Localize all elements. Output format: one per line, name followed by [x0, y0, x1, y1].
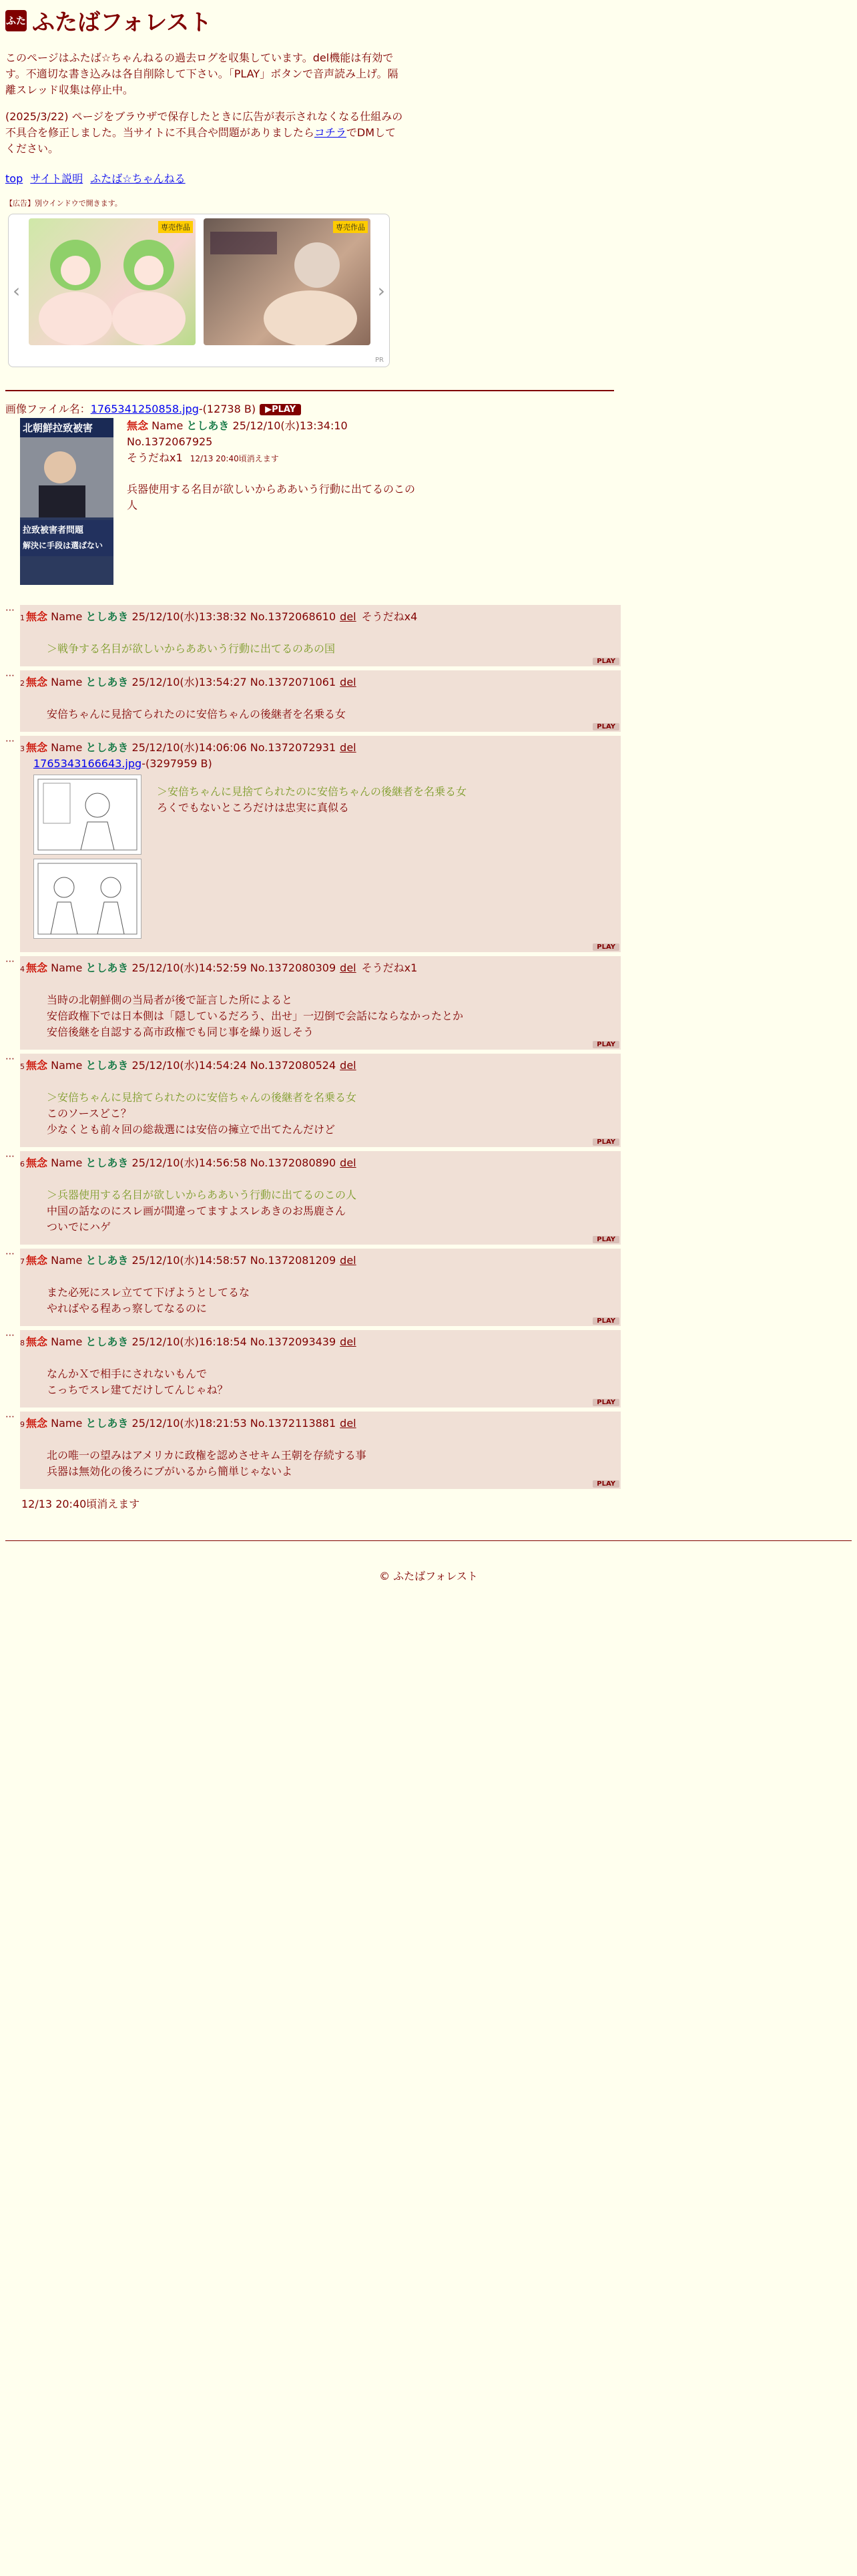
reply-menu-icon[interactable]: ⋯ — [5, 956, 15, 967]
ad-card-2-tag: 専売作品 — [333, 221, 368, 233]
logo-text: ふた — [5, 15, 26, 27]
reply-play-button[interactable]: PLAY — [593, 658, 619, 665]
reply-post — [20, 956, 621, 1050]
reply-post — [20, 1054, 621, 1147]
reply-post — [20, 736, 621, 952]
reply-image[interactable] — [33, 775, 144, 943]
reply-file-link[interactable]: 1765343166643.jpg — [33, 757, 142, 770]
op-body — [127, 418, 420, 513]
op-thumb-sub2: 解決に手段は選ばない — [20, 538, 113, 556]
reply-datetime: 25/12/10(水)14:52:59 No.1372080309 — [131, 961, 336, 974]
reply-post — [20, 1330, 621, 1408]
message-line: 中国の話なのにスレ画が間違ってますよスレあきのお馬鹿さん — [47, 1205, 346, 1217]
quote-line: ＞安倍ちゃんに見捨てられたのに安倍ちゃんの後継者を名乗る女 — [47, 1091, 357, 1104]
reply-number: 1 — [20, 614, 25, 622]
reply-play-button[interactable]: PLAY — [593, 723, 619, 730]
site-logo[interactable] — [5, 10, 27, 31]
reply-file-size: -(3297959 B) — [141, 757, 212, 770]
ad-pr-label: PR — [375, 357, 384, 364]
reply-name: としあき — [85, 1417, 129, 1430]
op-play-button[interactable]: ▶PLAY — [260, 404, 301, 415]
message-line: このソースどこ？ — [47, 1107, 131, 1120]
reply-header — [20, 1253, 621, 1270]
footer: © ふたばフォレスト — [379, 1570, 478, 1582]
reply-post — [20, 670, 621, 732]
reply-body — [144, 775, 467, 943]
quote-line: ＞兵器使用する名目が欲しいからああいう行動に出てるのこの人 — [47, 1189, 357, 1201]
reply-name: としあき — [85, 1335, 129, 1348]
ad-carousel — [8, 214, 390, 367]
reply-post — [20, 1412, 621, 1489]
reply-body — [20, 626, 621, 657]
reply-row — [5, 1249, 852, 1326]
reply-datetime: 25/12/10(水)14:58:57 No.1372081209 — [131, 1254, 336, 1267]
reply-body — [20, 1075, 621, 1138]
op-post — [5, 401, 852, 601]
reply-name-label: Name — [51, 1156, 83, 1169]
del-link[interactable]: del — [340, 961, 356, 974]
message-line: やればやる程あっ察してなるのに — [47, 1302, 207, 1315]
reply-header — [20, 609, 621, 626]
thread-expire: 12/13 20:40頃消えます — [21, 1498, 140, 1510]
reply-row — [5, 670, 852, 732]
message-line: ついでにハゲ — [47, 1221, 111, 1233]
op-thumb-person-icon — [20, 437, 113, 517]
reply-post — [20, 605, 621, 666]
sodane-button[interactable]: そうだねx1 — [361, 961, 418, 974]
op-name: としあき — [186, 419, 230, 432]
op-file-link[interactable]: 1765341250858.jpg — [90, 403, 199, 415]
intro-paragraph-2-text: (2025/3/22) ページをブラウザで保存したときに広告が表示されなくなる仕組みの不具合を修正しました。当サイトに不具合や問題がありましたら — [5, 110, 403, 139]
reply-datetime: 25/12/10(水)13:38:32 No.1372068610 — [131, 610, 336, 623]
reply-header — [20, 1058, 621, 1075]
del-link[interactable]: del — [340, 1335, 356, 1348]
reply-name: としあき — [85, 1156, 129, 1169]
reply-datetime: 25/12/10(水)18:21:53 No.1372113881 — [131, 1417, 336, 1430]
reply-subject: 無念 — [26, 1335, 48, 1348]
reply-number: 5 — [20, 1062, 25, 1071]
message-line: ろくでもないところだけは忠実に真似る — [157, 801, 350, 814]
nav-futaba-link[interactable]: ふたば☆ちゃんねる — [90, 172, 186, 185]
op-file-info — [5, 401, 852, 416]
reply-datetime: 25/12/10(水)14:56:58 No.1372080890 — [131, 1156, 336, 1169]
reply-content — [20, 771, 621, 943]
reply-number: 7 — [20, 1257, 25, 1266]
reply-body — [20, 1172, 621, 1235]
reply-menu-icon[interactable]: ⋯ — [5, 605, 15, 616]
sodane-button[interactable]: そうだねx4 — [361, 610, 418, 623]
reply-body — [20, 978, 621, 1040]
reply-body — [20, 692, 621, 722]
op-subject: 無念 — [127, 419, 149, 432]
reply-menu-icon[interactable]: ⋯ — [5, 1412, 15, 1422]
chevron-left-icon[interactable]: ‹ — [13, 280, 21, 302]
op-file-size: -(12738 B) — [198, 403, 256, 415]
site-title[interactable]: ふたばフォレスト — [32, 9, 212, 36]
ad-card-1-tag: 専売作品 — [158, 221, 193, 233]
reply-name: としあき — [85, 1254, 129, 1267]
reply-row — [5, 1412, 852, 1489]
reply-row — [5, 736, 852, 952]
reply-row — [5, 605, 852, 666]
ad-card-2-illustration-icon — [204, 218, 370, 345]
manga-panel-top-icon — [33, 775, 141, 855]
op-message: 兵器使用する名目が欲しいからああいう行動に出てるのこの人 — [127, 483, 416, 511]
reply-name-label: Name — [51, 1335, 83, 1348]
reply-menu-icon[interactable]: ⋯ — [5, 1249, 15, 1259]
reply-play-button[interactable]: PLAY — [593, 1041, 619, 1048]
reply-datetime: 25/12/10(水)14:06:06 No.1372072931 — [131, 741, 336, 754]
message-line: 安倍後継を自認する高市政権でも同じ事を繰り返しそう — [47, 1026, 314, 1038]
del-link[interactable]: del — [340, 676, 356, 688]
reply-name: としあき — [85, 741, 129, 754]
reply-play-button[interactable]: PLAY — [593, 943, 619, 951]
del-link[interactable]: del — [340, 1254, 356, 1267]
del-link[interactable]: del — [340, 1156, 356, 1169]
reply-play-button[interactable]: PLAY — [593, 1480, 619, 1488]
nav-top-link[interactable]: top — [5, 172, 23, 185]
reply-play-button[interactable]: PLAY — [593, 1138, 619, 1146]
message-line: 安倍ちゃんに見捨てられたのに安倍ちゃんの後継者を名乗る女 — [47, 708, 346, 720]
reply-header — [20, 960, 621, 978]
reply-header — [20, 1155, 621, 1172]
nav-about-link[interactable]: サイト説明 — [30, 172, 83, 185]
op-header — [127, 418, 420, 450]
del-link[interactable]: del — [340, 741, 356, 754]
reply-menu-icon[interactable]: ⋯ — [5, 1330, 15, 1341]
intro — [5, 50, 406, 157]
ad-card-2[interactable] — [204, 218, 370, 345]
reply-body — [20, 1270, 621, 1317]
reply-header — [20, 740, 621, 757]
contact-link[interactable]: コチラ — [314, 126, 346, 139]
manga-panel-bottom-icon — [33, 859, 141, 939]
footer-divider — [5, 1540, 852, 1541]
reply-number: 3 — [20, 744, 25, 753]
ad-note: 【広告】別ウインドウで開きます。 — [5, 199, 122, 208]
reply-name-label: Name — [51, 676, 83, 688]
page — [0, 4, 857, 1583]
intro-paragraph-2 — [5, 109, 406, 157]
reply-file-info — [20, 757, 621, 771]
message-line: また必死にスレ立てて下げようとしてるな — [47, 1286, 250, 1299]
reply-row — [5, 1330, 852, 1408]
op-thumb-title: 北朝鮮拉致被害 — [20, 418, 113, 437]
reply-body — [20, 1351, 621, 1398]
reply-name: としあき — [85, 1059, 129, 1072]
reply-name: としあき — [85, 961, 129, 974]
reply-number: 2 — [20, 679, 25, 688]
del-link[interactable]: del — [340, 1059, 356, 1072]
chevron-right-icon[interactable]: › — [377, 280, 385, 302]
op-thumb-sub: 拉致被害者問題 — [20, 520, 113, 538]
op-datetime: 25/12/10(水)13:34:10 No.1372067925 — [127, 419, 348, 448]
op-name-label: Name — [152, 419, 184, 432]
reply-name: としあき — [85, 676, 129, 688]
reply-menu-icon[interactable]: ⋯ — [5, 1054, 15, 1064]
op-file-label: 画像ファイル名： — [5, 403, 91, 415]
reply-name-label: Name — [51, 1417, 83, 1430]
reply-play-button[interactable]: PLAY — [593, 1317, 619, 1325]
reply-menu-icon[interactable]: ⋯ — [5, 670, 15, 681]
ad-card-1-illustration-icon — [29, 218, 196, 345]
del-link[interactable]: del — [340, 610, 356, 623]
message-line: こっちでスレ建てだけしてんじゃね？ — [47, 1383, 228, 1396]
op-expire-small: 12/13 20:40頃消えます — [190, 454, 279, 463]
message-line: なんかＸで相手にされないもんで — [47, 1367, 208, 1380]
quote-line: ＞安倍ちゃんに見捨てられたのに安倍ちゃんの後継者を名乗る女 — [157, 785, 467, 798]
del-link[interactable]: del — [340, 1417, 356, 1430]
message-line: 北の唯一の望みはアメリカに政権を認めさせキム王朝を存続する事 — [47, 1449, 366, 1462]
reply-subject: 無念 — [26, 1417, 48, 1430]
reply-play-button[interactable]: PLAY — [593, 1399, 619, 1406]
reply-row — [5, 956, 852, 1050]
reply-datetime: 25/12/10(水)16:18:54 No.1372093439 — [131, 1335, 336, 1348]
reply-header — [20, 1334, 621, 1351]
reply-number: 8 — [20, 1339, 25, 1347]
reply-subject: 無念 — [26, 1059, 48, 1072]
reply-post — [20, 1151, 621, 1245]
quote-line: ＞戦争する名目が欲しいからああいう行動に出てるのあの国 — [47, 642, 336, 655]
reply-number: 4 — [20, 965, 25, 974]
reply-row — [5, 1151, 852, 1245]
reply-subject: 無念 — [26, 610, 48, 623]
reply-menu-icon[interactable]: ⋯ — [5, 736, 15, 746]
site-header — [5, 4, 852, 37]
reply-datetime: 25/12/10(水)13:54:27 No.1372071061 — [131, 676, 336, 688]
reply-name-label: Name — [51, 741, 83, 754]
thread-divider — [5, 390, 614, 391]
message-line: 安倍政権下では日本側は「隠しているだろう、出せ」一辺倒で会話にならなかったとか — [47, 1010, 464, 1022]
reply-body — [20, 1433, 621, 1480]
op-thumbnail[interactable] — [20, 418, 113, 585]
intro-paragraph-1: このページはふたば☆ちゃんねるの過去ログを収集しています。del機能は有効です。不適切な書き込みは各自削除して下さい。「PLAY」ボタンで音声読み上げ。隔離スレッド収集は停止中。 — [5, 51, 398, 96]
reply-datetime: 25/12/10(水)14:54:24 No.1372080524 — [131, 1059, 336, 1072]
reply-name-label: Name — [51, 1059, 83, 1072]
reply-header — [20, 1416, 621, 1433]
reply-number: 9 — [20, 1420, 25, 1429]
reply-name-label: Name — [51, 610, 83, 623]
reply-subject: 無念 — [26, 1254, 48, 1267]
op-sodane-line — [127, 450, 420, 467]
reply-name: としあき — [85, 610, 129, 623]
reply-list — [5, 605, 852, 1489]
reply-post — [20, 1249, 621, 1326]
reply-subject: 無念 — [26, 961, 48, 974]
reply-name-label: Name — [51, 961, 83, 974]
message-line: 少なくとも前々回の総裁選には安倍の擁立で出てたんだけど — [47, 1123, 336, 1136]
nav-links — [5, 170, 852, 186]
reply-subject: 無念 — [26, 1156, 48, 1169]
reply-menu-icon[interactable]: ⋯ — [5, 1151, 15, 1162]
message-line: 当時の北朝鮮側の当局者が後で証言した所によると — [47, 994, 293, 1006]
reply-subject: 無念 — [26, 676, 48, 688]
op-sodane[interactable]: そうだねx1 — [127, 451, 183, 464]
reply-header — [20, 674, 621, 692]
reply-row — [5, 1054, 852, 1147]
reply-subject: 無念 — [26, 741, 48, 754]
intro-paragraph-2-tail: でDMしてください。 — [5, 126, 396, 155]
ad-card-1[interactable] — [29, 218, 196, 345]
reply-number: 6 — [20, 1160, 25, 1168]
reply-name-label: Name — [51, 1254, 83, 1267]
reply-play-button[interactable]: PLAY — [593, 1236, 619, 1243]
message-line: 兵器は無効化の後ろにブがいるから簡単じゃないよ — [47, 1465, 293, 1478]
